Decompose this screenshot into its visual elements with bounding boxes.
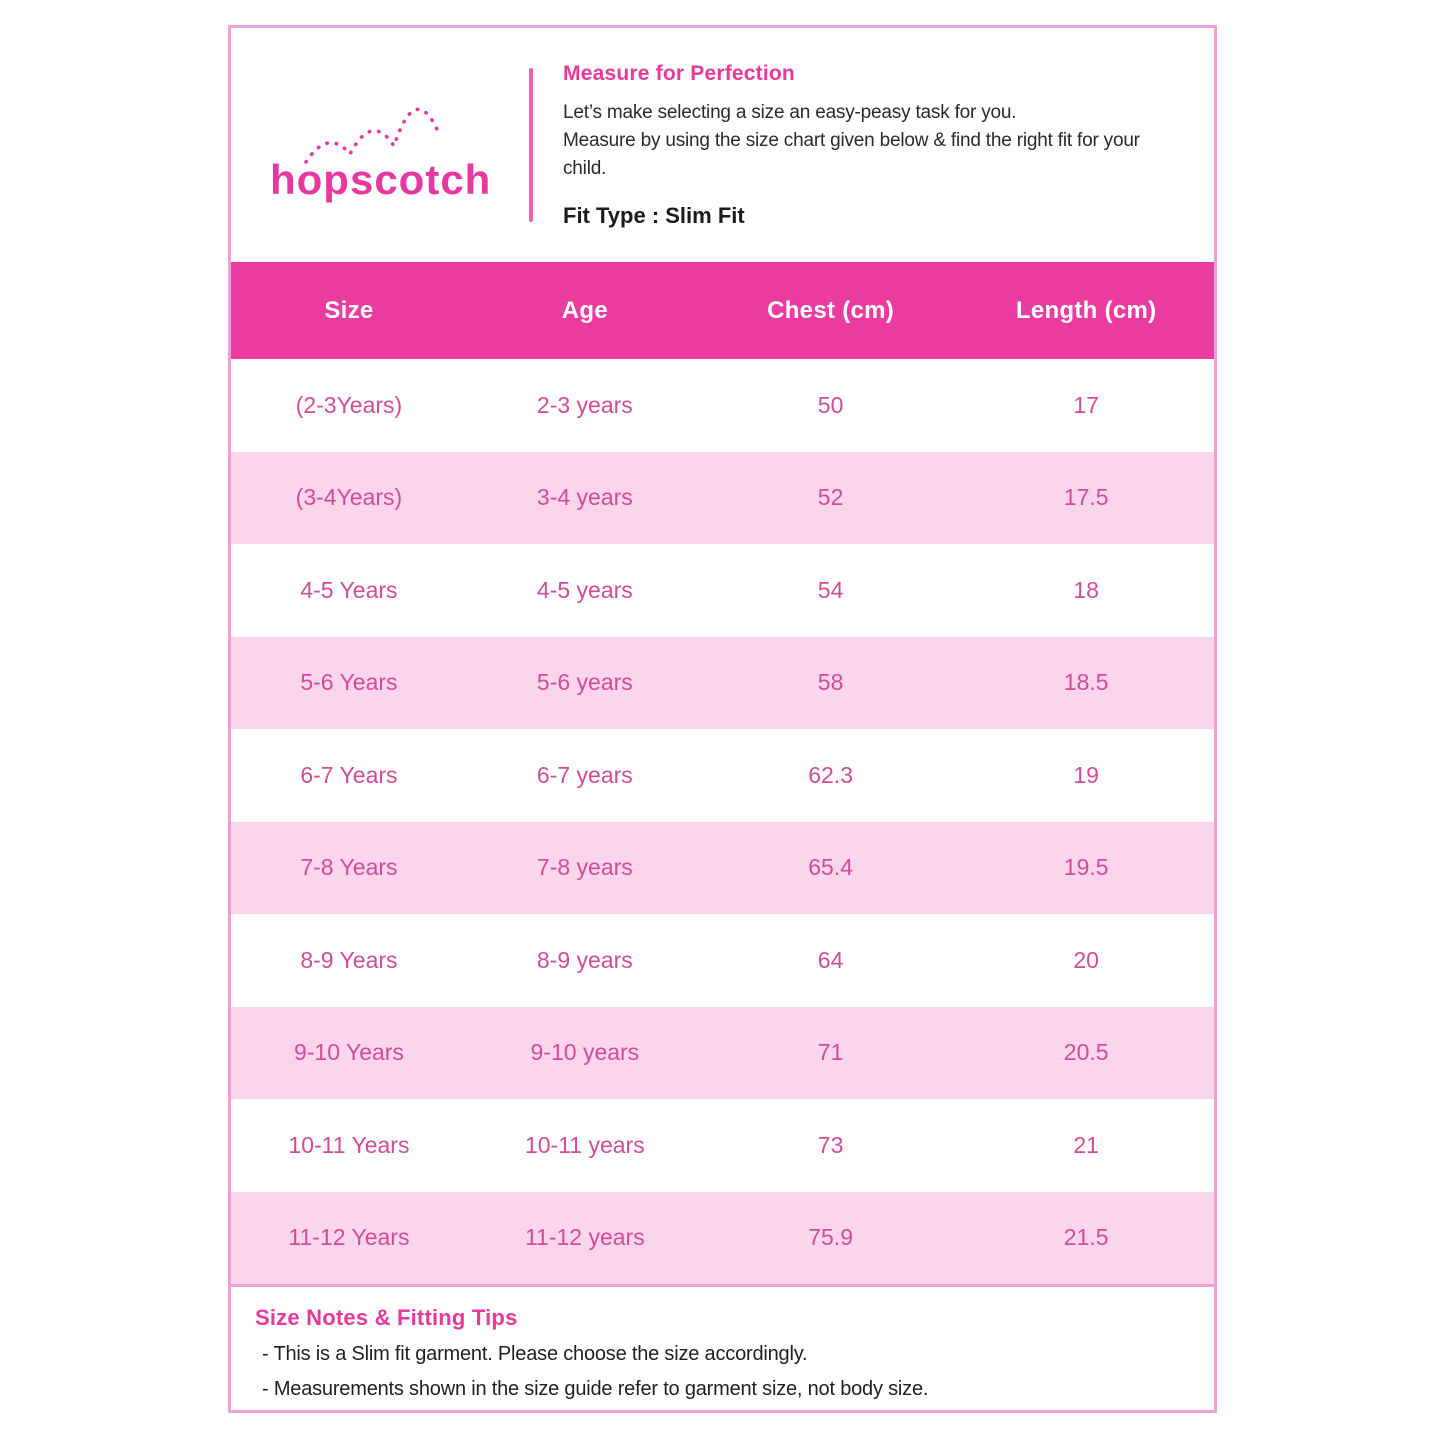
header bbox=[231, 28, 1214, 262]
cell-age: 2-3 years bbox=[536, 391, 633, 418]
fit-type-label: Fit Type : Slim Fit bbox=[563, 202, 745, 228]
cell-size: 8-9 Years bbox=[300, 946, 398, 973]
column-header-chest: Chest (cm) bbox=[767, 296, 895, 324]
cell-chest: 50 bbox=[817, 391, 844, 418]
cell-chest: 75.9 bbox=[808, 1224, 853, 1251]
description-line-2: Measure by using the size chart given below & find the right fit for your child. bbox=[563, 129, 1140, 179]
footer-title: Size Notes & Fitting Tips bbox=[255, 1305, 518, 1330]
bounce-dots-icon bbox=[306, 109, 440, 162]
cell-chest: 73 bbox=[817, 1131, 844, 1158]
table-row bbox=[231, 1007, 1214, 1100]
cell-size: 10-11 Years bbox=[288, 1131, 410, 1158]
cell-chest: 62.3 bbox=[808, 761, 853, 788]
table-row bbox=[231, 1099, 1214, 1192]
cell-size: 7-8 Years bbox=[300, 854, 398, 881]
cell-chest: 64 bbox=[817, 946, 844, 973]
table-row bbox=[231, 544, 1214, 637]
footer-note-1: - This is a Slim fit garment. Please choose the size accordingly. bbox=[262, 1343, 808, 1365]
table-row bbox=[231, 914, 1214, 1007]
table-row bbox=[231, 359, 1214, 452]
cell-size: 11-12 Years bbox=[288, 1224, 410, 1251]
cell-age: 8-9 years bbox=[536, 946, 633, 973]
cell-age: 6-7 years bbox=[536, 761, 633, 788]
cell-age: 9-10 years bbox=[530, 1039, 640, 1066]
table-row bbox=[231, 822, 1214, 915]
header-text-block bbox=[563, 62, 1214, 229]
cell-size: 9-10 Years bbox=[293, 1039, 404, 1066]
table-row bbox=[231, 729, 1214, 822]
cell-length: 21.5 bbox=[1063, 1224, 1109, 1251]
table-row bbox=[231, 452, 1214, 545]
cell-chest: 58 bbox=[817, 669, 844, 696]
column-header-length: Length (cm) bbox=[1015, 296, 1157, 324]
cell-size: (3-4Years) bbox=[295, 484, 403, 511]
logo-text: hopscotch bbox=[270, 156, 492, 203]
cell-age: 11-12 years bbox=[524, 1224, 645, 1251]
cell-length: 20 bbox=[1073, 946, 1099, 973]
cell-chest: 71 bbox=[817, 1039, 844, 1066]
cell-chest: 65.4 bbox=[808, 854, 853, 881]
hopscotch-logo-icon bbox=[264, 82, 496, 208]
cell-chest: 54 bbox=[817, 576, 844, 603]
footer-note-2: - Measurements shown in the size guide refer to garment size, not body size. bbox=[262, 1378, 929, 1400]
cell-age: 10-11 years bbox=[524, 1131, 645, 1158]
header-divider bbox=[529, 68, 533, 222]
footer-notes bbox=[231, 1284, 1214, 1410]
cell-size: (2-3Years) bbox=[295, 391, 403, 418]
cell-length: 21 bbox=[1073, 1131, 1099, 1158]
description-line-1: Let’s make selecting a size an easy-peasy task for you. bbox=[563, 101, 1017, 123]
cell-length: 17.5 bbox=[1063, 484, 1109, 511]
cell-length: 19 bbox=[1073, 761, 1099, 788]
cell-length: 18 bbox=[1073, 576, 1099, 603]
table-header-row bbox=[231, 262, 1214, 359]
table-body bbox=[231, 359, 1214, 1284]
size-chart-card bbox=[228, 25, 1217, 1413]
cell-length: 19.5 bbox=[1063, 854, 1109, 881]
table-row bbox=[231, 637, 1214, 730]
cell-length: 17 bbox=[1073, 391, 1099, 418]
brand-logo bbox=[231, 82, 529, 208]
cell-size: 6-7 Years bbox=[300, 761, 398, 788]
table-row bbox=[231, 1192, 1214, 1285]
cell-length: 18.5 bbox=[1063, 669, 1109, 696]
cell-age: 7-8 years bbox=[536, 854, 633, 881]
cell-chest: 52 bbox=[817, 484, 844, 511]
cell-age: 3-4 years bbox=[536, 484, 633, 511]
cell-age: 5-6 years bbox=[536, 669, 633, 696]
column-header-size: Size bbox=[324, 296, 374, 324]
column-header-age: Age bbox=[561, 296, 608, 324]
cell-length: 20.5 bbox=[1063, 1039, 1109, 1066]
cell-size: 4-5 Years bbox=[300, 576, 398, 603]
header-title: Measure for Perfection bbox=[563, 61, 795, 85]
cell-age: 4-5 years bbox=[536, 576, 633, 603]
cell-size: 5-6 Years bbox=[300, 669, 398, 696]
